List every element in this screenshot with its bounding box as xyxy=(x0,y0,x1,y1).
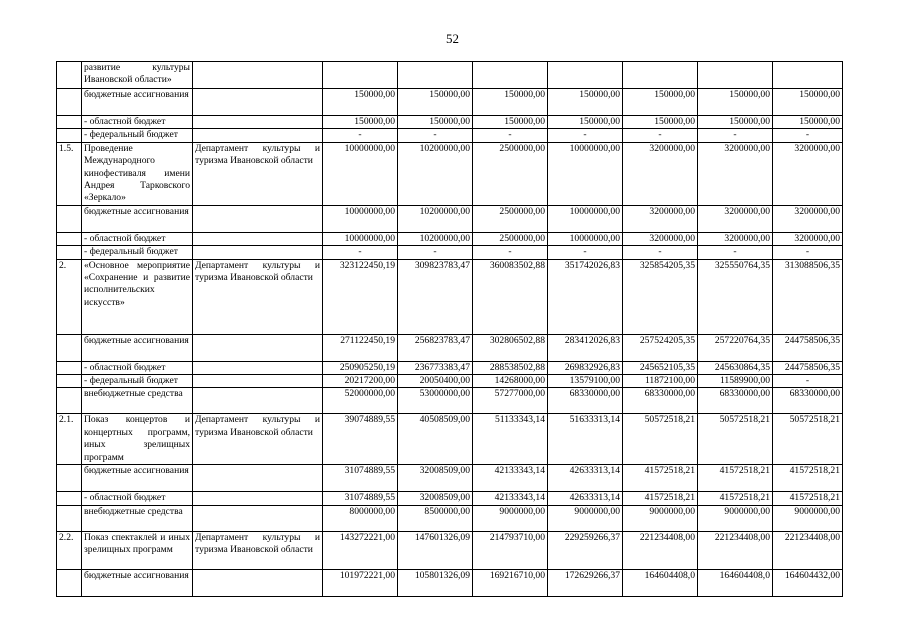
amount-cell-year-2: 150000,00 xyxy=(398,116,473,129)
amount-cell-year-1: 8000000,00 xyxy=(323,505,398,531)
row-executor-cell xyxy=(193,361,323,374)
amount-cell-year-7: 9000000,00 xyxy=(773,505,843,531)
row-name-cell: Проведение Международного кинофестиваля имени Андрея Тарковского «Зеркало» xyxy=(82,142,193,205)
amount-cell-year-5: 11872100,00 xyxy=(623,375,698,388)
table-row xyxy=(57,361,843,374)
table-row xyxy=(57,116,843,129)
row-index-cell xyxy=(57,361,82,374)
amount-cell-year-4: 51633313,14 xyxy=(548,414,623,465)
row-executor-cell xyxy=(193,89,323,116)
amount-cell-year-7: - xyxy=(773,375,843,388)
amount-cell-year-1 xyxy=(323,62,398,89)
row-name-cell: бюджетные ассигнования xyxy=(82,89,193,116)
row-name-cell: - областной бюджет xyxy=(82,232,193,245)
amount-cell-year-6: - xyxy=(698,246,773,259)
amount-cell-year-6: 3200000,00 xyxy=(698,205,773,232)
row-index-cell xyxy=(57,116,82,129)
row-index-cell xyxy=(57,89,82,116)
amount-cell-year-1: 39074889,55 xyxy=(323,414,398,465)
row-index-cell: 1.5. xyxy=(57,142,82,205)
amount-cell-year-7: 68330000,00 xyxy=(773,388,843,414)
row-name-cell: - федеральный бюджет xyxy=(82,375,193,388)
amount-cell-year-1: 143272221,00 xyxy=(323,531,398,569)
amount-cell-year-7: 41572518,21 xyxy=(773,465,843,492)
row-name-cell: - областной бюджет xyxy=(82,492,193,505)
amount-cell-year-3: 9000000,00 xyxy=(473,505,548,531)
amount-cell-year-6: 3200000,00 xyxy=(698,142,773,205)
amount-cell-year-7: - xyxy=(773,129,843,142)
amount-cell-year-4: 351742026,83 xyxy=(548,259,623,334)
row-name-cell: бюджетные ассигнования xyxy=(82,465,193,492)
amount-cell-year-3: 150000,00 xyxy=(473,89,548,116)
amount-cell-year-5: 41572518,21 xyxy=(623,465,698,492)
table-row xyxy=(57,129,843,142)
amount-cell-year-7: 150000,00 xyxy=(773,116,843,129)
amount-cell-year-2: 256823783,47 xyxy=(398,334,473,361)
table-row xyxy=(57,259,843,334)
amount-cell-year-6: 245630864,35 xyxy=(698,361,773,374)
amount-cell-year-6: 50572518,21 xyxy=(698,414,773,465)
amount-cell-year-5: 245652105,35 xyxy=(623,361,698,374)
amount-cell-year-4: 68330000,00 xyxy=(548,388,623,414)
amount-cell-year-5: 9000000,00 xyxy=(623,505,698,531)
amount-cell-year-4: 10000000,00 xyxy=(548,232,623,245)
row-executor-cell xyxy=(193,569,323,596)
amount-cell-year-7: 150000,00 xyxy=(773,89,843,116)
amount-cell-year-1: - xyxy=(323,246,398,259)
amount-cell-year-4: 150000,00 xyxy=(548,89,623,116)
amount-cell-year-6: - xyxy=(698,129,773,142)
row-index-cell xyxy=(57,62,82,89)
amount-cell-year-3 xyxy=(473,62,548,89)
row-executor-cell xyxy=(193,116,323,129)
row-name-cell: развитие культуры Ивановской области» xyxy=(82,62,193,89)
row-index-cell xyxy=(57,569,82,596)
amount-cell-year-3: 51133343,14 xyxy=(473,414,548,465)
amount-cell-year-1: 10000000,00 xyxy=(323,205,398,232)
amount-cell-year-3: 2500000,00 xyxy=(473,205,548,232)
amount-cell-year-4: - xyxy=(548,246,623,259)
table-row xyxy=(57,414,843,465)
table-row xyxy=(57,569,843,596)
table-row xyxy=(57,465,843,492)
amount-cell-year-7: 41572518,21 xyxy=(773,492,843,505)
amount-cell-year-5: 150000,00 xyxy=(623,116,698,129)
row-executor-cell xyxy=(193,505,323,531)
row-executor-cell xyxy=(193,232,323,245)
row-index-cell xyxy=(57,205,82,232)
amount-cell-year-5: - xyxy=(623,246,698,259)
amount-cell-year-3: 214793710,00 xyxy=(473,531,548,569)
amount-cell-year-7: 164604432,00 xyxy=(773,569,843,596)
row-executor-cell xyxy=(193,492,323,505)
amount-cell-year-7: 244758506,35 xyxy=(773,334,843,361)
amount-cell-year-3: 169216710,00 xyxy=(473,569,548,596)
row-executor-cell: Департамент культуры и туризма Ивановской области xyxy=(193,142,323,205)
table-row xyxy=(57,205,843,232)
amount-cell-year-5: 257524205,35 xyxy=(623,334,698,361)
row-name-cell: Показ спектаклей и иных зрелищных программ xyxy=(82,531,193,569)
amount-cell-year-5: 50572518,21 xyxy=(623,414,698,465)
amount-cell-year-5: 41572518,21 xyxy=(623,492,698,505)
page-number: 52 xyxy=(446,31,459,46)
row-index-cell xyxy=(57,246,82,259)
amount-cell-year-2: 236773383,47 xyxy=(398,361,473,374)
amount-cell-year-1: 10000000,00 xyxy=(323,232,398,245)
amount-cell-year-5: 3200000,00 xyxy=(623,232,698,245)
row-index-cell xyxy=(57,465,82,492)
table-row xyxy=(57,89,843,116)
row-executor-cell xyxy=(193,375,323,388)
amount-cell-year-3: 150000,00 xyxy=(473,116,548,129)
amount-cell-year-7 xyxy=(773,62,843,89)
amount-cell-year-4: 150000,00 xyxy=(548,116,623,129)
row-name-cell: внебюджетные средства xyxy=(82,505,193,531)
amount-cell-year-6: 221234408,00 xyxy=(698,531,773,569)
amount-cell-year-2: 53000000,00 xyxy=(398,388,473,414)
table-row xyxy=(57,375,843,388)
amount-cell-year-2: 40508509,00 xyxy=(398,414,473,465)
amount-cell-year-1: 323122450,19 xyxy=(323,259,398,334)
amount-cell-year-6: 325550764,35 xyxy=(698,259,773,334)
row-index-cell xyxy=(57,505,82,531)
amount-cell-year-6: 3200000,00 xyxy=(698,232,773,245)
amount-cell-year-1: 271122450,19 xyxy=(323,334,398,361)
amount-cell-year-6: 257220764,35 xyxy=(698,334,773,361)
row-index-cell xyxy=(57,492,82,505)
row-executor-cell: Департамент культуры и туризма Ивановской области xyxy=(193,414,323,465)
amount-cell-year-4: 10000000,00 xyxy=(548,142,623,205)
row-index-cell: 2. xyxy=(57,259,82,334)
row-name-cell: «Основное мероприятие «Сохранение и развитие исполнительских искусств» xyxy=(82,259,193,334)
row-index-cell xyxy=(57,334,82,361)
amount-cell-year-1: - xyxy=(323,129,398,142)
amount-cell-year-2: 10200000,00 xyxy=(398,232,473,245)
amount-cell-year-1: 10000000,00 xyxy=(323,142,398,205)
amount-cell-year-3: - xyxy=(473,246,548,259)
row-index-cell xyxy=(57,375,82,388)
row-index-cell: 2.1. xyxy=(57,414,82,465)
amount-cell-year-5: - xyxy=(623,129,698,142)
amount-cell-year-7: 50572518,21 xyxy=(773,414,843,465)
amount-cell-year-6: 150000,00 xyxy=(698,89,773,116)
row-name-cell: - областной бюджет xyxy=(82,361,193,374)
amount-cell-year-3: 2500000,00 xyxy=(473,232,548,245)
amount-cell-year-6: 164604408,0 xyxy=(698,569,773,596)
amount-cell-year-7: 3200000,00 xyxy=(773,205,843,232)
amount-cell-year-2: 105801326,09 xyxy=(398,569,473,596)
row-executor-cell xyxy=(193,246,323,259)
amount-cell-year-2: 10200000,00 xyxy=(398,205,473,232)
amount-cell-year-5: 325854205,35 xyxy=(623,259,698,334)
amount-cell-year-4: 42633313,14 xyxy=(548,492,623,505)
amount-cell-year-1: 250905250,19 xyxy=(323,361,398,374)
table-row xyxy=(57,142,843,205)
amount-cell-year-6: 41572518,21 xyxy=(698,492,773,505)
amount-cell-year-7: 221234408,00 xyxy=(773,531,843,569)
row-executor-cell xyxy=(193,205,323,232)
amount-cell-year-2 xyxy=(398,62,473,89)
amount-cell-year-4: 13579100,00 xyxy=(548,375,623,388)
amount-cell-year-5: 68330000,00 xyxy=(623,388,698,414)
row-executor-cell xyxy=(193,334,323,361)
amount-cell-year-3: 2500000,00 xyxy=(473,142,548,205)
row-name-cell: бюджетные ассигнования xyxy=(82,205,193,232)
amount-cell-year-2: 147601326,09 xyxy=(398,531,473,569)
amount-cell-year-4: 269832926,83 xyxy=(548,361,623,374)
row-executor-cell xyxy=(193,388,323,414)
amount-cell-year-3: 42133343,14 xyxy=(473,465,548,492)
amount-cell-year-3: - xyxy=(473,129,548,142)
table-row xyxy=(57,334,843,361)
table-row xyxy=(57,232,843,245)
amount-cell-year-1: 150000,00 xyxy=(323,89,398,116)
amount-cell-year-6: 41572518,21 xyxy=(698,465,773,492)
row-executor-cell: Департамент культуры и туризма Ивановской области xyxy=(193,259,323,334)
table-row xyxy=(57,62,843,89)
amount-cell-year-4: 42633313,14 xyxy=(548,465,623,492)
amount-cell-year-4: 229259266,37 xyxy=(548,531,623,569)
amount-cell-year-5: 221234408,00 xyxy=(623,531,698,569)
amount-cell-year-5: 150000,00 xyxy=(623,89,698,116)
row-executor-cell: Департамент культуры и туризма Ивановской области xyxy=(193,531,323,569)
amount-cell-year-1: 101972221,00 xyxy=(323,569,398,596)
amount-cell-year-6: 68330000,00 xyxy=(698,388,773,414)
row-executor-cell xyxy=(193,465,323,492)
amount-cell-year-3: 288538502,88 xyxy=(473,361,548,374)
row-executor-cell xyxy=(193,129,323,142)
amount-cell-year-2: 20050400,00 xyxy=(398,375,473,388)
amount-cell-year-4: - xyxy=(548,129,623,142)
amount-cell-year-4 xyxy=(548,62,623,89)
budget-table xyxy=(56,61,843,597)
amount-cell-year-4: 283412026,83 xyxy=(548,334,623,361)
amount-cell-year-5: 164604408,0 xyxy=(623,569,698,596)
amount-cell-year-3: 42133343,14 xyxy=(473,492,548,505)
amount-cell-year-2: 309823783,47 xyxy=(398,259,473,334)
amount-cell-year-2: 32008509,00 xyxy=(398,492,473,505)
amount-cell-year-3: 360083502,88 xyxy=(473,259,548,334)
row-name-cell: бюджетные ассигнования xyxy=(82,334,193,361)
amount-cell-year-7: 3200000,00 xyxy=(773,232,843,245)
table-row xyxy=(57,505,843,531)
amount-cell-year-1: 31074889,55 xyxy=(323,492,398,505)
amount-cell-year-6 xyxy=(698,62,773,89)
row-index-cell xyxy=(57,232,82,245)
amount-cell-year-5 xyxy=(623,62,698,89)
row-name-cell: Показ концертов и концертных программ, иных зрелищных программ xyxy=(82,414,193,465)
amount-cell-year-7: 313088506,35 xyxy=(773,259,843,334)
amount-cell-year-1: 31074889,55 xyxy=(323,465,398,492)
table-row xyxy=(57,388,843,414)
amount-cell-year-1: 52000000,00 xyxy=(323,388,398,414)
amount-cell-year-1: 20217200,00 xyxy=(323,375,398,388)
row-index-cell xyxy=(57,388,82,414)
amount-cell-year-4: 10000000,00 xyxy=(548,205,623,232)
row-name-cell: - федеральный бюджет xyxy=(82,129,193,142)
amount-cell-year-2: - xyxy=(398,246,473,259)
amount-cell-year-2: 32008509,00 xyxy=(398,465,473,492)
row-name-cell: бюджетные ассигнования xyxy=(82,569,193,596)
amount-cell-year-1: 150000,00 xyxy=(323,116,398,129)
amount-cell-year-6: 150000,00 xyxy=(698,116,773,129)
row-name-cell: - областной бюджет xyxy=(82,116,193,129)
row-index-cell xyxy=(57,129,82,142)
row-name-cell: внебюджетные средства xyxy=(82,388,193,414)
amount-cell-year-6: 11589900,00 xyxy=(698,375,773,388)
amount-cell-year-2: 10200000,00 xyxy=(398,142,473,205)
amount-cell-year-7: 3200000,00 xyxy=(773,142,843,205)
amount-cell-year-5: 3200000,00 xyxy=(623,205,698,232)
table-row xyxy=(57,246,843,259)
amount-cell-year-3: 14268000,00 xyxy=(473,375,548,388)
amount-cell-year-2: - xyxy=(398,129,473,142)
amount-cell-year-3: 302806502,88 xyxy=(473,334,548,361)
row-name-cell: - федеральный бюджет xyxy=(82,246,193,259)
amount-cell-year-4: 9000000,00 xyxy=(548,505,623,531)
amount-cell-year-4: 172629266,37 xyxy=(548,569,623,596)
amount-cell-year-7: - xyxy=(773,246,843,259)
amount-cell-year-6: 9000000,00 xyxy=(698,505,773,531)
amount-cell-year-2: 150000,00 xyxy=(398,89,473,116)
amount-cell-year-3: 57277000,00 xyxy=(473,388,548,414)
table-row xyxy=(57,492,843,505)
row-executor-cell xyxy=(193,62,323,89)
table-row xyxy=(57,531,843,569)
row-index-cell: 2.2. xyxy=(57,531,82,569)
amount-cell-year-2: 8500000,00 xyxy=(398,505,473,531)
amount-cell-year-5: 3200000,00 xyxy=(623,142,698,205)
amount-cell-year-7: 244758506,35 xyxy=(773,361,843,374)
